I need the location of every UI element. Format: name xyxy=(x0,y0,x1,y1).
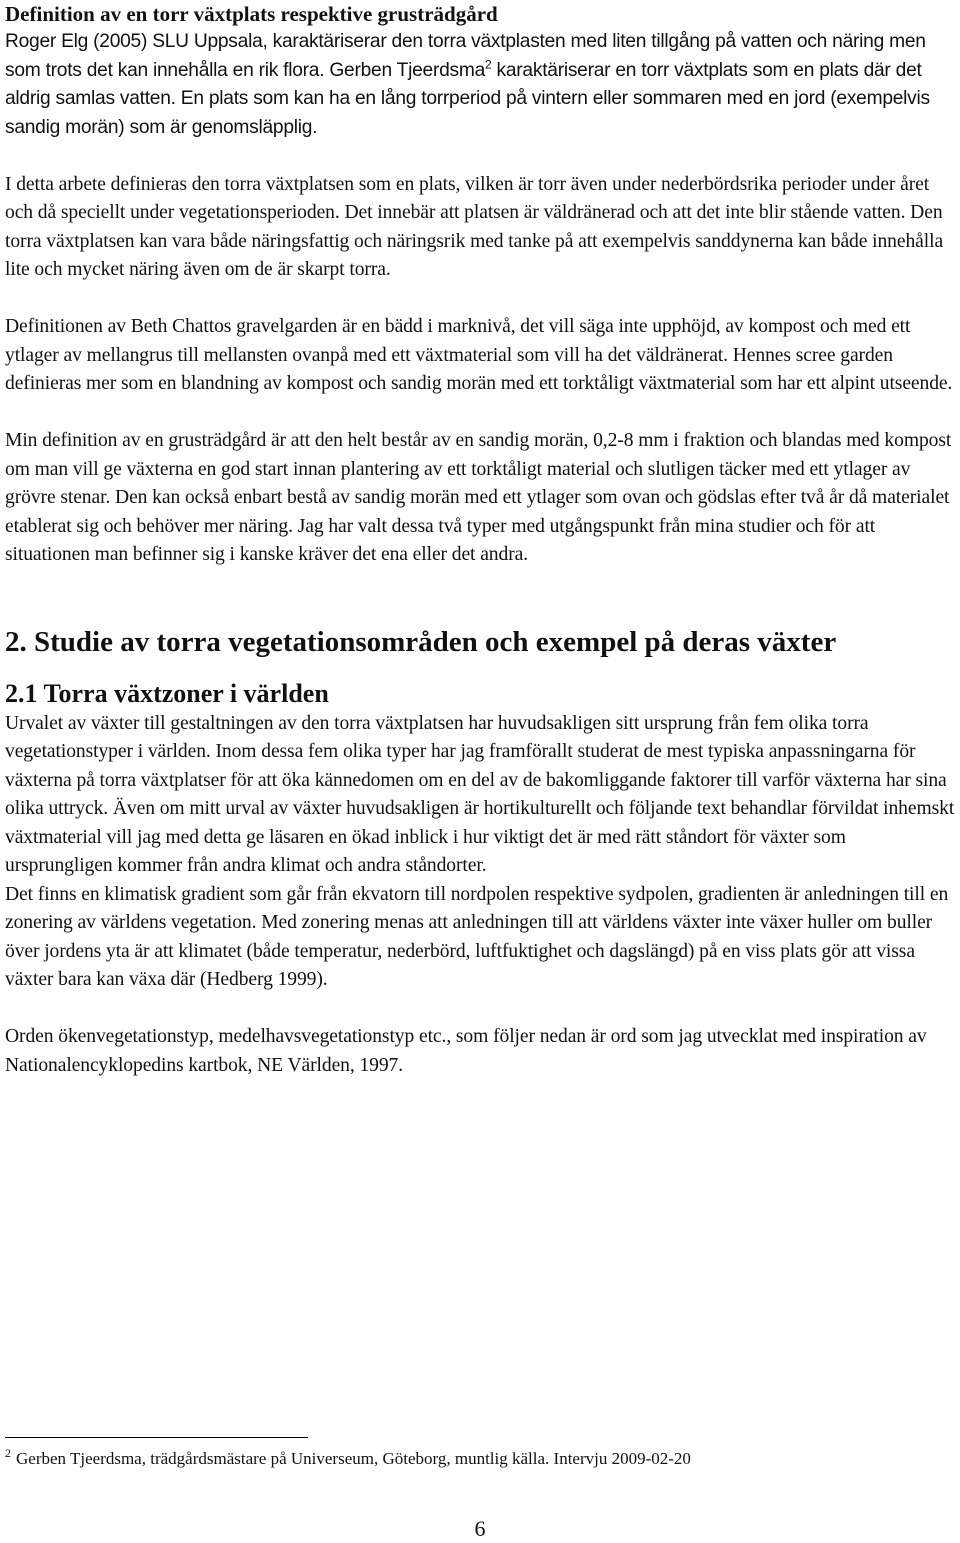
page-number: 6 xyxy=(474,1516,486,1541)
definition-paragraph-3: Definitionen av Beth Chattos gravelgarden är en bädd i marknivå, det vill säga inte upphöjd, av kompost och med ett ytlager av mellangrus till mellansten ovanpå med ett växtmaterial som vill ha det väldränerat. Hennes scree garden definieras mer som en blandning av kompost och sandig morän med ett torktåligt växtmaterial som har ett alpint utseende. xyxy=(5,316,953,394)
section-2-heading: 2. Studie av torra vegetationsområden och exempel på deras växter xyxy=(5,625,837,658)
definition-paragraph-1 xyxy=(5,28,958,142)
section-2-1-paragraph-2: Det finns en klimatisk gradient som går från ekvatorn till nordpolen respektive sydpolen, gradienten är anledningen till en zonering av världens vegetation. Med zonering menas att anledningen till att världens växter inte växer huller om buller över jordens yta är att klimatet (både temperatur, nederbörd, luftfuktighet och dagslängd) på en viss plats gör att vissa växter bara kan växa där (Hedberg 1999). xyxy=(5,883,949,990)
paragraph-gap xyxy=(5,399,958,428)
definition-paragraph-1-text-a: Roger Elg (2005) SLU Uppsala, karaktäriserar den torra växtplasten med liten tillgång på vatten och näring men som trots det kan innehålla en rik flora. Gerben Tjeerdsma xyxy=(5,31,926,81)
section-2-1-paragraph-3: Orden ökenvegetationstyp, medelhavsvegetationstyp etc., som följer nedan är ord som jag utvecklat med inspiration av Nationalencyklopedins kartbok, NE Världen, 1997. xyxy=(5,1026,927,1076)
document-body xyxy=(5,0,958,1080)
definition-paragraph-4: Min definition av en grusträdgård är att den helt består av en sandig morän, 0,2-8 mm i fraktion och blandas med kompost om man vill ge växterna en god start innan plantering av ett torktåligt material och slutligen täcker med ett ytlager av grövre stenar. Den kan också enbart bestå av sandig morän med ett ytlager som ovan och gödslas efter två år då materialet etablerat sig och behöver mer näring. Jag har valt dessa två typer med utgångspunkt från mina studier och för att situationen man befinner sig i kanske kräver det ena eller det andra. xyxy=(5,430,952,565)
section-2-1-paragraph-1: Urvalet av växter till gestaltningen av den torra växtplatsen har huvudsakligen sitt ursprung från fem olika torra vegetationstyper i världen. Inom dessa fem olika typer har jag framförallt studerat de mest typiska anpassningarna för växterna på torra växtplatser för att öka kännedomen om en del av de bakomliggande faktorer till varför växterna har sina olika uttryck. Även om mitt urval av växter huvudsakligen är hortikulturellt och följande text behandlar förvildat inhemskt växtmaterial vill jag med detta ge läsaren en ökad inblick i hur viktigt det är med rätt ståndort för växter som ursprungligen kommer från andra klimat och andra ståndorter. xyxy=(5,712,955,876)
footnote-text: Gerben Tjeerdsma, trädgårdsmästare på Universeum, Göteborg, muntlig källa. Intervju 2009-02-20 xyxy=(16,1449,691,1468)
definition-paragraph-2: I detta arbete definieras den torra växtplatsen som en plats, vilken är torr även under nederbördsrika perioder under året och då speciellt under vegetationsperioden. Det innebär att platsen är väldränerad och att det inte blir stående vatten. Den torra växtplatsen kan vara både näringsfattig och näringsrik med tanke på att exempelvis sanddynerna kan både innehålla lite och mycket näring även om de är skarpt torra. xyxy=(5,173,944,280)
section-2-1-heading: 2.1 Torra växtzoner i världen xyxy=(5,678,329,708)
paragraph-gap xyxy=(5,995,958,1024)
paragraph-gap xyxy=(5,285,958,314)
footnote-separator xyxy=(5,1437,308,1438)
definition-heading: Definition av en torr växtplats respektive grusträdgård xyxy=(5,2,498,26)
footnote-reference-2[interactable]: 2 xyxy=(485,57,492,72)
paragraph-gap xyxy=(5,142,958,171)
footnote xyxy=(5,1447,945,1471)
heading-gap xyxy=(5,660,958,678)
definition-paragraph-1-text-b: karaktäriserar en torr växtplats som en plats där det aldrig samlas vatten. En plats som kan ha en lång torrperiod på vintern eller sommaren med en jord (exempelvis sandig morän) som är genomsläpplig. xyxy=(5,59,930,138)
footnote-number: 2 xyxy=(5,1446,11,1461)
section-gap xyxy=(5,570,958,624)
